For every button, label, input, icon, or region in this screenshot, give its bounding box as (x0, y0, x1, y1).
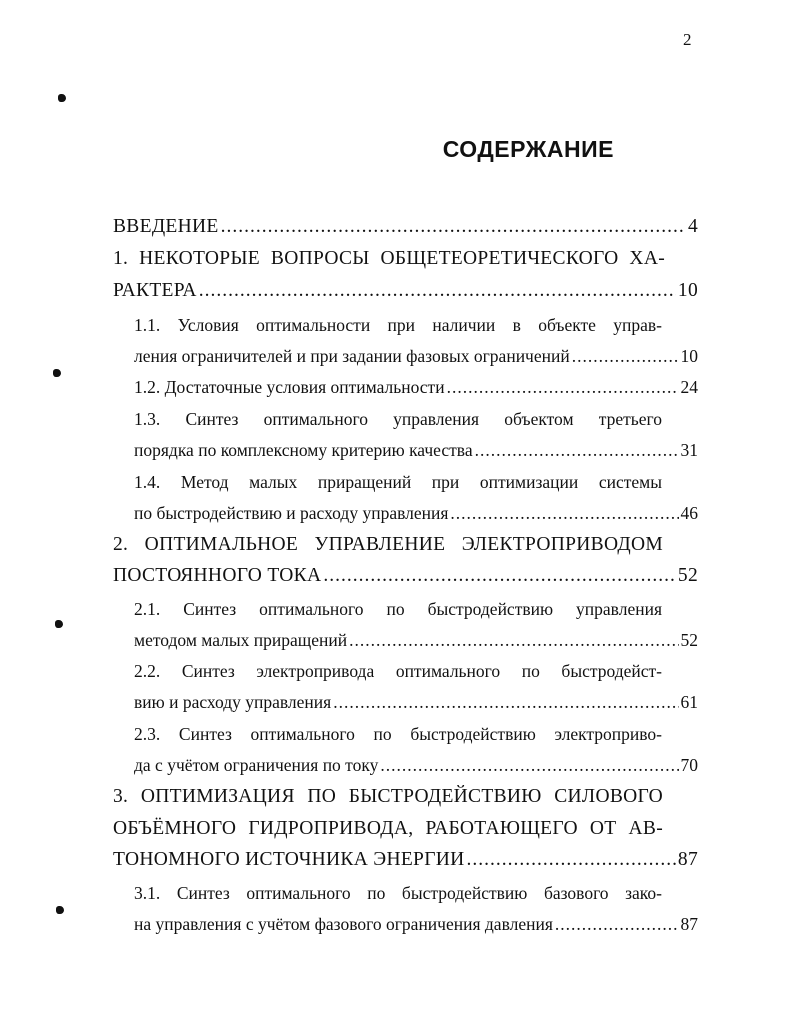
toc-entry-chapter-1-cont[interactable] (113, 276, 698, 306)
toc-entry-text: ВВЕДЕНИЕ (113, 216, 219, 237)
toc-entry-text: 1.3. Синтез оптимального управления объектом третьего (134, 409, 662, 429)
dot-leader (380, 750, 678, 780)
toc-entry-2-1-cont[interactable] (134, 625, 698, 655)
toc-entry-chapter-2-cont[interactable] (113, 561, 698, 591)
toc-entry-text: 1.4. Метод малых приращений при оптимизации системы (134, 472, 662, 492)
toc-entry-text: порядка по комплексному критерию качества (134, 440, 473, 460)
toc-entry-chapter-3-cont[interactable] (113, 845, 698, 875)
toc-entry-chapter-3-line2[interactable] (113, 814, 663, 844)
dot-leader (447, 372, 679, 402)
scan-speck (58, 94, 66, 102)
toc-entry-text: да с учётом ограничения по току (134, 755, 379, 775)
scan-speck (53, 369, 61, 377)
dot-leader (450, 498, 678, 528)
toc-page-number: 70 (680, 755, 698, 775)
toc-entry-2-2[interactable] (134, 656, 662, 686)
toc-entry-text: ПОСТОЯННОГО ТОКА (113, 565, 322, 586)
toc-entry-text: 1.1. Условия оптимальности при наличии в объекте управ- (134, 315, 662, 335)
toc-page-number: 10 (677, 280, 698, 301)
toc-entry-1-3-cont[interactable] (134, 435, 698, 465)
toc-entry-chapter-1[interactable] (113, 244, 665, 274)
dot-leader (199, 276, 676, 306)
page-title: СОДЕРЖАНИЕ (442, 136, 614, 162)
toc-entry-text: на управления с учётом фазового ограничения давления (134, 914, 553, 934)
toc-entry-text: методом малых приращений (134, 630, 348, 650)
toc-page-number: 46 (680, 503, 698, 523)
toc-entry-1-4-cont[interactable] (134, 498, 698, 528)
toc-entry-1-2[interactable] (134, 372, 698, 402)
toc-entry-2-2-cont[interactable] (134, 687, 698, 717)
toc-entry-1-4[interactable] (134, 467, 662, 497)
toc-entry-text: 2.3. Синтез оптимального по быстродействию электроприво- (134, 724, 662, 744)
toc-entry-text: по быстродействию и расходу управления (134, 503, 449, 523)
toc-entry-3-1[interactable] (134, 878, 662, 908)
toc-page-number: 87 (677, 849, 698, 870)
toc-entry-text: 2. ОПТИМАЛЬНОЕ УПРАВЛЕНИЕ ЭЛЕКТРОПРИВОДОМ (113, 534, 663, 555)
toc-entry-text: 2.2. Синтез электропривода оптимального по быстродейст- (134, 661, 662, 681)
toc-entry-2-3[interactable] (134, 719, 662, 749)
toc-entry-text: 3. ОПТИМИЗАЦИЯ ПО БЫСТРОДЕЙСТВИЮ СИЛОВОГО (113, 786, 663, 807)
page-number: 2 (683, 30, 692, 49)
toc-page-number: 31 (680, 440, 698, 460)
toc-page-number: 52 (680, 630, 698, 650)
toc-entry-text: ления ограничителей и при задании фазовых ограничений (134, 346, 570, 366)
toc-entry-text: 1. НЕКОТОРЫЕ ВОПРОСЫ ОБЩЕТЕОРЕТИЧЕСКОГО ХА- (113, 248, 665, 269)
toc-page-number: 10 (680, 346, 698, 366)
dot-leader (475, 435, 679, 465)
toc-entry-text: 2.1. Синтез оптимального по быстродействию управления (134, 599, 662, 619)
toc-entry-2-3-cont[interactable] (134, 750, 698, 780)
toc-entry-text: ОБЪЁМНОГО ГИДРОПРИВОДА, РАБОТАЮЩЕГО ОТ АВ- (113, 818, 663, 839)
dot-leader (221, 212, 686, 242)
toc-entry-1-1[interactable] (134, 310, 662, 340)
scan-speck (55, 620, 63, 628)
toc-entry-intro[interactable] (113, 212, 698, 242)
toc-entry-1-1-cont[interactable] (134, 341, 698, 371)
toc-page-number: 52 (677, 565, 698, 586)
toc-entry-chapter-2[interactable] (113, 530, 663, 560)
dot-leader (467, 845, 676, 875)
dot-leader (333, 687, 678, 717)
toc-entry-1-3[interactable] (134, 404, 662, 434)
toc-entry-text: ТОНОМНОГО ИСТОЧНИКА ЭНЕРГИИ (113, 849, 465, 870)
toc-entry-text: РАКТЕРА (113, 280, 197, 301)
toc-page-number: 4 (687, 216, 698, 237)
toc-entry-2-1[interactable] (134, 594, 662, 624)
toc-page-number: 87 (680, 914, 698, 934)
toc-entry-chapter-3[interactable] (113, 782, 663, 812)
toc-page-number: 61 (680, 692, 698, 712)
toc-entry-text: вию и расходу управления (134, 692, 332, 712)
scan-speck (56, 906, 64, 914)
dot-leader (323, 561, 676, 591)
toc-entry-text: 1.2. Достаточные условия оптимальности (134, 377, 445, 397)
dot-leader (572, 341, 679, 371)
toc-entry-3-1-cont[interactable] (134, 909, 698, 939)
toc-entry-text: 3.1. Синтез оптимального по быстродействию базового зако- (134, 883, 662, 903)
toc-page-number: 24 (680, 377, 698, 397)
dot-leader (555, 909, 679, 939)
dot-leader (349, 625, 678, 655)
